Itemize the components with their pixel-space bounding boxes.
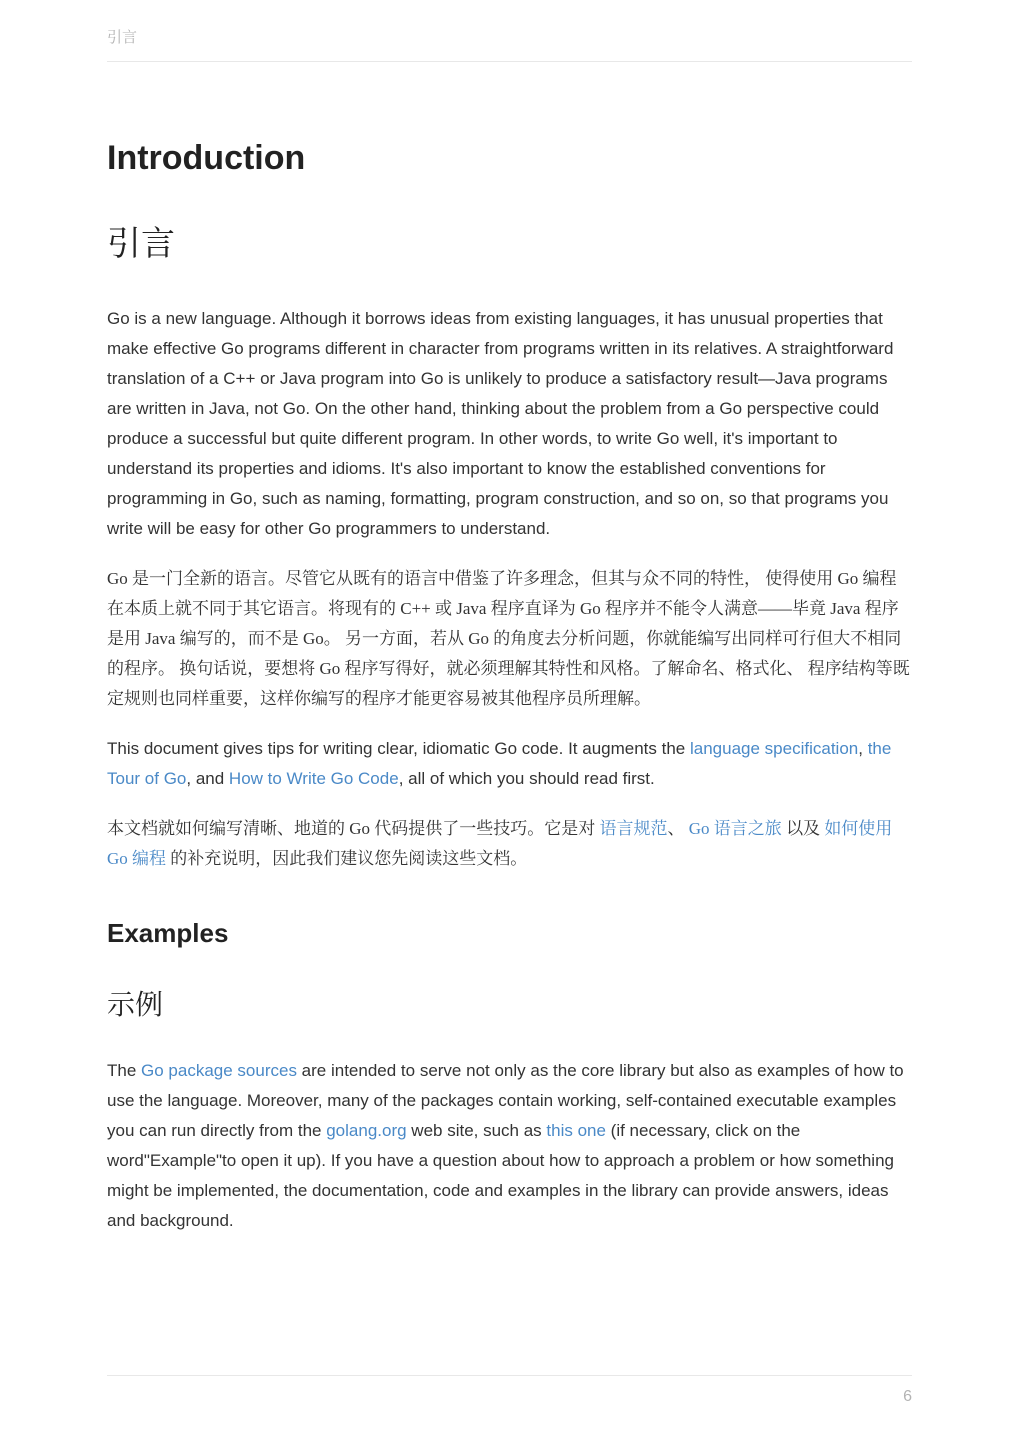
doc-paragraph-zh: 本文档就如何编写清晰、地道的 Go 代码提供了一些技巧。它是对 语言规范、 Go 语言之旅 以及 如何使用 Go 编程 的补充说明，因此我们建议您先阅读这些文档。	[107, 818, 893, 868]
examples-paragraph: The Go package sources are intended to serve not only as the core library but also as examples of how to use the language. Moreover, many of the packages contain working, self-contained executable examples you can run directly from the golang.org web site, such as this one (if necessary, click on the word"Example"to open it up). If you have a question about how to approach a problem or how something might be implemented, the documentation, code and examples in the library can provide answers, ideas and background.	[107, 1061, 904, 1231]
section-title-en: Introduction	[107, 139, 306, 177]
text-link[interactable]: language specification	[690, 738, 859, 758]
text-link[interactable]: Go package sources	[141, 1061, 297, 1081]
text-link[interactable]: this one	[546, 1121, 606, 1141]
text-link[interactable]: golang.org	[326, 1121, 407, 1141]
running-header	[107, 0, 912, 62]
text-link[interactable]: Go 语言之旅	[688, 818, 782, 838]
running-header-title: 引言	[107, 30, 138, 46]
intro-paragraph-en: Go is a new language. Although it borrows ideas from existing languages, it has unusual properties that make effective Go programs different in character from programs written in its relatives. A straightforward translation of a C++ or Java program into Go is unlikely to produce a satisfactory result—Java programs are written in Java, not Go. On the other hand, thinking about the problem from a Go perspective could produce a successful but quite different program. In other words, to write Go well, it's important to understand its properties and idioms. It's also important to know the established conventions for programming in Go, such as naming, formatting, program construction, and so on, so that programs you write will be easy for other Go programmers to understand.	[107, 308, 894, 538]
section-title-zh: 引言	[107, 225, 175, 263]
text-link[interactable]: 如何使用 Go 编程	[107, 818, 893, 868]
intro-paragraph-zh: Go 是一门全新的语言。尽管它从既有的语言中借鉴了许多理念，但其与众不同的特性， 使得使用 Go 编程在本质上就不同于其它语言。将现有的 C++ 或 Java 程序直译为 Go 程序并不能令人满意——毕竟 Java 程序是用 Java 编写的，而不是 Go。 另一方面，若从 Go 的角度去分析问题，你就能编写出同样可行但大不相同的程序。 换句话说，要想将 Go 程序写得好，就必须理解其特性和风格。了解命名、格式化、 程序结构等既定规则也同样重要，这样你编写的程序才能更容易被其他程序员所理解。	[107, 568, 910, 708]
text-link[interactable]: 语言规范	[599, 818, 668, 838]
page-number: 6	[903, 1388, 912, 1405]
document-content	[107, 138, 912, 1236]
examples-title-en: Examples	[107, 917, 229, 948]
text-link[interactable]: How to Write Go Code	[228, 768, 399, 788]
text-link[interactable]: the Tour of Go	[107, 738, 892, 788]
examples-title-zh: 示例	[107, 989, 164, 1021]
doc-paragraph-en: This document gives tips for writing clear, idiomatic Go code. It augments the language specification, the Tour of Go, and How to Write Go Code, all of which you should read first.	[107, 738, 892, 788]
page-footer	[107, 1375, 912, 1406]
